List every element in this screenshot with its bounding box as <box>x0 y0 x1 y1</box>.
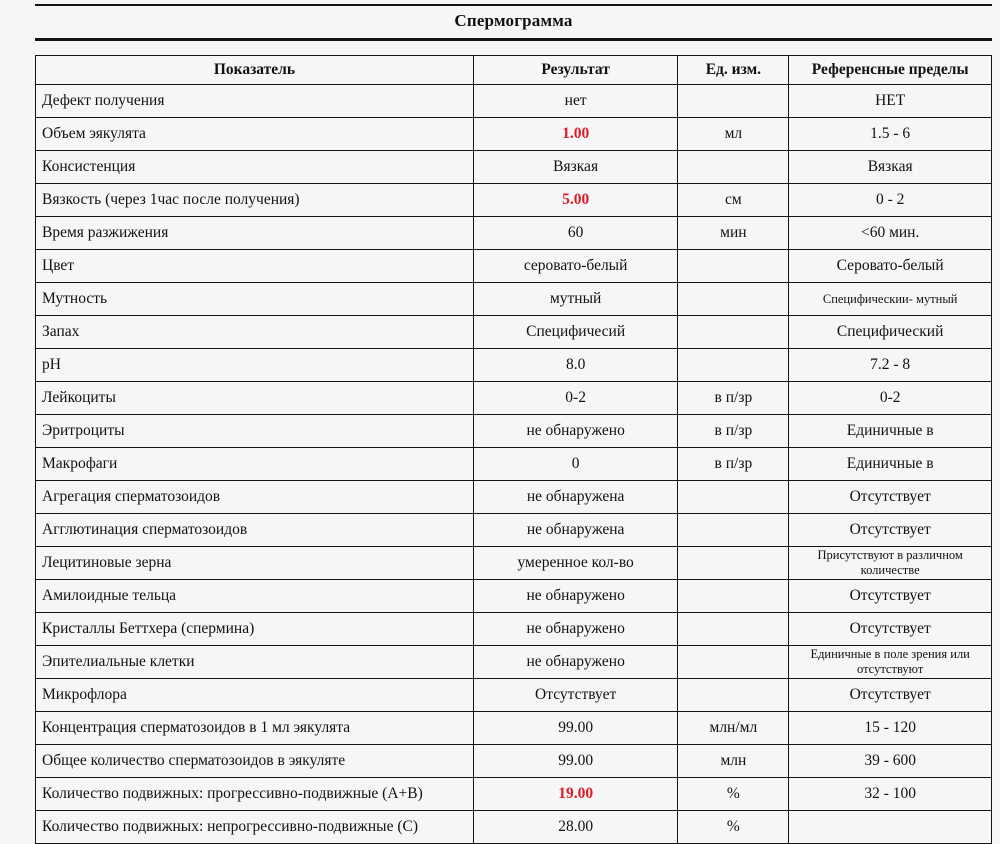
result-cell: Отсутствует <box>473 679 678 712</box>
unit-cell <box>678 580 789 613</box>
table-row <box>36 415 992 448</box>
result-cell: 8.0 <box>473 349 678 382</box>
table-row <box>36 151 992 184</box>
spermogram-table <box>35 55 992 844</box>
reference-cell: Отсутствует <box>789 580 992 613</box>
parameter-cell: Кристаллы Беттхера (спермина) <box>36 613 474 646</box>
reference-cell: 15 - 120 <box>789 712 992 745</box>
result-cell: серовато-белый <box>473 250 678 283</box>
result-cell: Специфичесий <box>473 316 678 349</box>
table-row <box>36 481 992 514</box>
unit-cell: % <box>678 778 789 811</box>
result-cell: 99.00 <box>473 745 678 778</box>
result-cell: 0 <box>473 448 678 481</box>
unit-cell <box>678 151 789 184</box>
table-row <box>36 778 992 811</box>
table-row <box>36 613 992 646</box>
parameter-cell: Эритроциты <box>36 415 474 448</box>
page-title: Спермограмма <box>454 11 573 30</box>
reference-cell: Присутствуют в различном количестве <box>789 547 992 580</box>
unit-cell: мин <box>678 217 789 250</box>
unit-cell <box>678 481 789 514</box>
parameter-cell: Объем эякулята <box>36 118 474 151</box>
reference-cell: <60 мин. <box>789 217 992 250</box>
unit-cell <box>678 85 789 118</box>
table-row <box>36 217 992 250</box>
unit-cell: в п/зр <box>678 382 789 415</box>
table-body <box>36 85 992 844</box>
header-row <box>36 56 992 85</box>
reference-cell: 39 - 600 <box>789 745 992 778</box>
parameter-cell: Макрофаги <box>36 448 474 481</box>
parameter-cell: Количество подвижных: прогрессивно-подвижные (A+B) <box>36 778 474 811</box>
table-row <box>36 250 992 283</box>
reference-cell: Единичные в поле зрения или отсутствуют <box>789 646 992 679</box>
table-row <box>36 448 992 481</box>
table-row <box>36 646 992 679</box>
result-cell: 60 <box>473 217 678 250</box>
parameter-cell: Количество подвижных: непрогрессивно-подвижные (C) <box>36 811 474 844</box>
report-title-block <box>35 4 992 41</box>
reference-cell <box>789 811 992 844</box>
reference-cell: Специфический <box>789 316 992 349</box>
parameter-cell: Дефект получения <box>36 85 474 118</box>
column-header-unit: Ед. изм. <box>678 56 789 85</box>
reference-cell: Отсутствует <box>789 613 992 646</box>
parameter-cell: Агглютинация сперматозоидов <box>36 514 474 547</box>
result-cell: не обнаружено <box>473 580 678 613</box>
parameter-cell: Запах <box>36 316 474 349</box>
table-row <box>36 184 992 217</box>
unit-cell: млн/мл <box>678 712 789 745</box>
column-header-result: Результат <box>473 56 678 85</box>
result-cell: Вязкая <box>473 151 678 184</box>
parameter-cell: Микрофлора <box>36 679 474 712</box>
parameter-cell: Амилоидные тельца <box>36 580 474 613</box>
result-cell: 28.00 <box>473 811 678 844</box>
parameter-cell: Цвет <box>36 250 474 283</box>
reference-cell: Специфическии- мутный <box>789 283 992 316</box>
reference-cell: Единичные в <box>789 448 992 481</box>
reference-cell: 32 - 100 <box>789 778 992 811</box>
reference-cell: НЕТ <box>789 85 992 118</box>
table-row <box>36 514 992 547</box>
result-cell: 1.00 <box>473 118 678 151</box>
unit-cell <box>678 514 789 547</box>
table-row <box>36 580 992 613</box>
parameter-cell: Лейкоциты <box>36 382 474 415</box>
result-cell: умеренное кол-во <box>473 547 678 580</box>
reference-cell: Отсутствует <box>789 514 992 547</box>
table-row <box>36 85 992 118</box>
unit-cell <box>678 316 789 349</box>
parameter-cell: pH <box>36 349 474 382</box>
result-cell: 5.00 <box>473 184 678 217</box>
table-row <box>36 679 992 712</box>
parameter-cell: Эпителиальные клетки <box>36 646 474 679</box>
table-row <box>36 118 992 151</box>
table-row <box>36 547 992 580</box>
parameter-cell: Вязкость (через 1час после получения) <box>36 184 474 217</box>
unit-cell: см <box>678 184 789 217</box>
reference-cell: Отсутствует <box>789 481 992 514</box>
result-cell: мутный <box>473 283 678 316</box>
reference-cell: 0-2 <box>789 382 992 415</box>
reference-cell: 0 - 2 <box>789 184 992 217</box>
reference-cell: Вязкая <box>789 151 992 184</box>
parameter-cell: Консистенция <box>36 151 474 184</box>
unit-cell <box>678 679 789 712</box>
reference-cell: 7.2 - 8 <box>789 349 992 382</box>
unit-cell <box>678 646 789 679</box>
unit-cell: в п/зр <box>678 448 789 481</box>
unit-cell: мл <box>678 118 789 151</box>
parameter-cell: Лецитиновые зерна <box>36 547 474 580</box>
parameter-cell: Агрегация сперматозоидов <box>36 481 474 514</box>
parameter-cell: Концентрация сперматозоидов в 1 мл эякулята <box>36 712 474 745</box>
result-cell: 19.00 <box>473 778 678 811</box>
unit-cell: % <box>678 811 789 844</box>
reference-cell: Серовато-белый <box>789 250 992 283</box>
result-cell: не обнаружено <box>473 415 678 448</box>
unit-cell <box>678 547 789 580</box>
result-cell: 99.00 <box>473 712 678 745</box>
unit-cell <box>678 613 789 646</box>
table-row <box>36 316 992 349</box>
table-header <box>36 56 992 85</box>
unit-cell: млн <box>678 745 789 778</box>
unit-cell <box>678 349 789 382</box>
unit-cell <box>678 283 789 316</box>
unit-cell: в п/зр <box>678 415 789 448</box>
result-cell: не обнаружена <box>473 514 678 547</box>
reference-cell: Единичные в <box>789 415 992 448</box>
result-cell: нет <box>473 85 678 118</box>
column-header-parameter: Показатель <box>36 56 474 85</box>
table-row <box>36 712 992 745</box>
parameter-cell: Общее количество сперматозоидов в эякуляте <box>36 745 474 778</box>
unit-cell <box>678 250 789 283</box>
result-cell: не обнаружена <box>473 481 678 514</box>
reference-cell: Отсутствует <box>789 679 992 712</box>
table-row <box>36 283 992 316</box>
parameter-cell: Мутность <box>36 283 474 316</box>
table-row <box>36 382 992 415</box>
result-cell: не обнаружено <box>473 646 678 679</box>
column-header-reference: Референсные пределы <box>789 56 992 85</box>
result-cell: не обнаружено <box>473 613 678 646</box>
table-row <box>36 349 992 382</box>
table-row <box>36 811 992 844</box>
table-row <box>36 745 992 778</box>
result-cell: 0-2 <box>473 382 678 415</box>
parameter-cell: Время разжижения <box>36 217 474 250</box>
reference-cell: 1.5 - 6 <box>789 118 992 151</box>
